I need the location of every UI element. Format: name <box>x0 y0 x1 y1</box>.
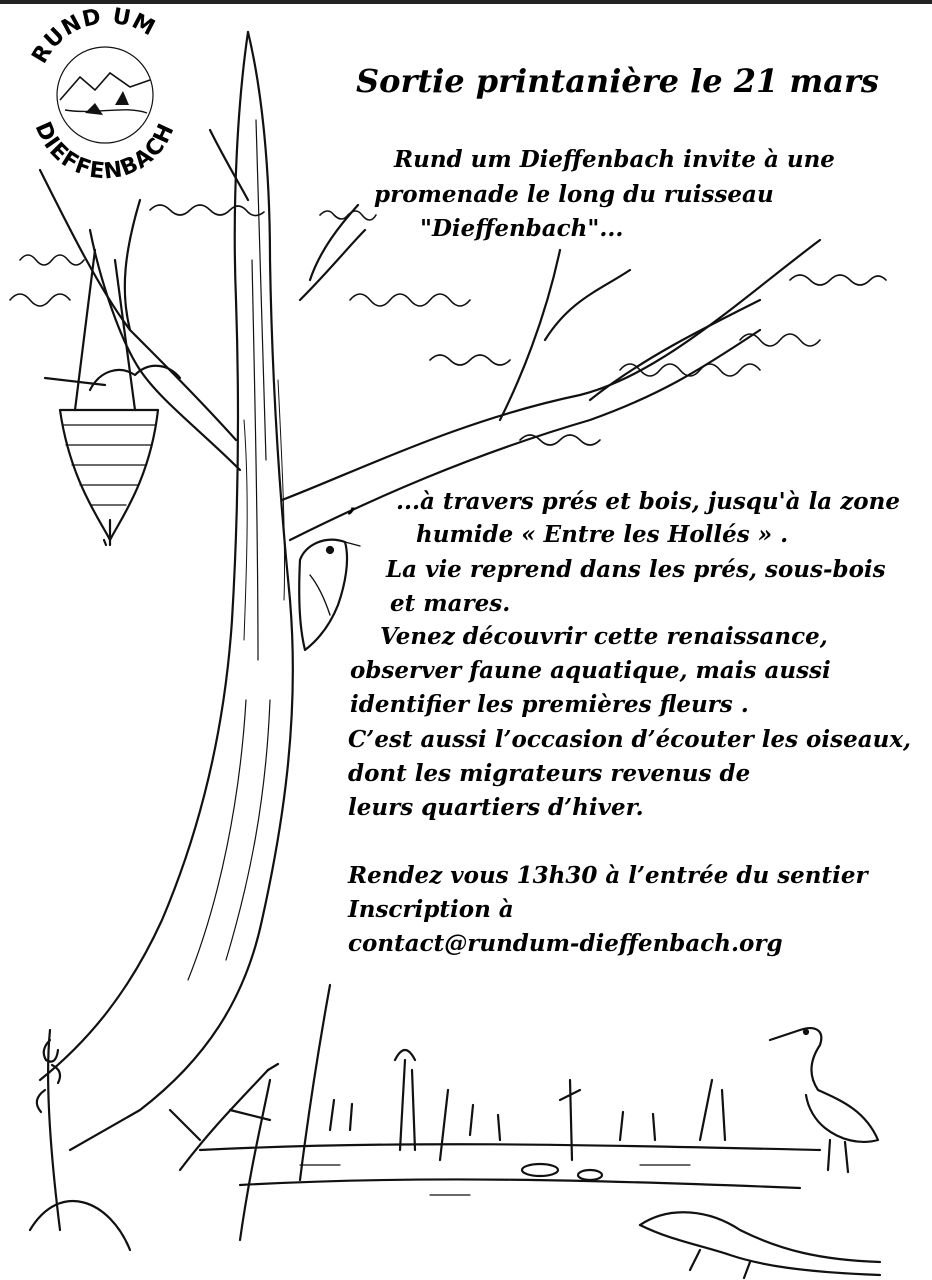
body-line: identifier les premières fleurs . <box>350 691 749 718</box>
contact-email[interactable]: contact@rundum-dieffenbach.org <box>348 930 783 957</box>
svg-text:DIEFFENBACH <box>30 118 180 184</box>
body-line: C’est aussi l’occasion d’écouter les oiseaux, <box>348 726 912 753</box>
body-line: leurs quartiers d’hiver. <box>348 794 644 821</box>
intro-line: "Dieffenbach"... <box>420 215 624 242</box>
body-line: et mares. <box>390 590 511 617</box>
intro-line: Rund um Dieffenbach invite à une <box>394 146 835 173</box>
body-line: humide « Entre les Hollés » . <box>416 521 789 548</box>
intro-line: promenade le long du ruisseau <box>374 181 774 208</box>
svg-text:RUND UM <box>27 4 159 68</box>
logo-text-bottom: DIEFFENBACH <box>29 118 180 185</box>
meeting-time: Rendez vous 13h30 à l’entrée du sentier <box>348 862 868 889</box>
body-line: La vie reprend dans les prés, sous-bois <box>386 556 886 583</box>
page-title: Sortie printanière le 21 mars <box>356 62 879 100</box>
body-line: ...à travers prés et bois, jusqu'à la zone <box>396 488 900 515</box>
logo-text-top: RUND UM <box>27 3 160 68</box>
body-line: dont les migrateurs revenus de <box>348 760 751 787</box>
body-line: Venez découvrir cette renaissance, <box>380 623 828 650</box>
body-line: , <box>348 490 357 517</box>
body-line: observer faune aquatique, mais aussi <box>350 657 831 684</box>
registration-label: Inscription à <box>348 896 514 923</box>
